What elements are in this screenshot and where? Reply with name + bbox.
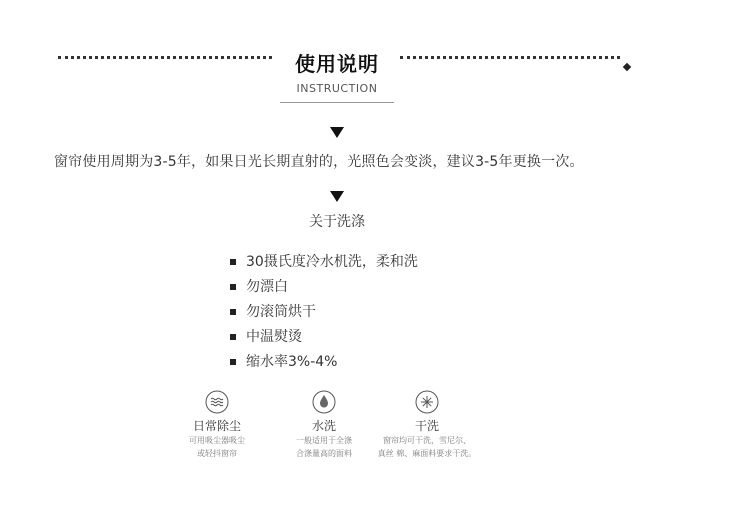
bullet-square-icon <box>230 284 236 290</box>
list-item <box>230 299 418 324</box>
care-description: 真丝 棉、麻面料要求干洗。 <box>377 449 477 458</box>
list-item-text: 缩水率3%-4% <box>246 353 338 370</box>
page-subtitle: INSTRUCTION <box>296 82 378 95</box>
washing-list <box>230 249 418 374</box>
bullet-square-icon <box>230 259 236 265</box>
list-item <box>230 249 418 274</box>
dust-removal-icon <box>205 390 229 414</box>
subtitle-underline <box>280 102 394 103</box>
list-item-text: 勿漂白 <box>246 278 288 295</box>
care-description: 或轻抖窗帘 <box>197 449 237 458</box>
care-dry-clean <box>362 390 492 460</box>
bullet-square-icon <box>230 334 236 340</box>
triangle-down-icon <box>330 191 344 202</box>
care-description: 合涤量高的面料 <box>296 449 352 458</box>
dotted-divider-right <box>400 56 620 59</box>
care-title: 干洗 <box>414 419 439 433</box>
washing-heading: 关于洗涤 <box>309 214 365 230</box>
care-title: 水洗 <box>311 419 336 433</box>
usage-notice: 窗帘使用周期为3-5年，如果日光长期直射的，光照色会变淡，建议3-5年更换一次。 <box>54 154 584 170</box>
list-item <box>230 324 418 349</box>
bullet-square-icon <box>230 359 236 365</box>
list-item-text: 勿滚筒烘干 <box>246 303 316 320</box>
bullet-square-icon <box>230 309 236 315</box>
list-item-text: 中温熨烫 <box>246 328 302 345</box>
water-drop-icon <box>312 390 336 414</box>
care-description: 窗帘均可干洗，雪尼尔、 <box>383 436 471 445</box>
care-title: 日常除尘 <box>192 419 241 433</box>
list-item <box>230 349 418 374</box>
list-item <box>230 274 418 299</box>
triangle-down-icon <box>330 127 344 138</box>
care-description: 可用吸尘器吸尘 <box>189 436 245 445</box>
care-description: 一般适用于全涤 <box>296 436 352 445</box>
dry-clean-icon <box>415 390 439 414</box>
page-title: 使用说明 <box>295 52 379 76</box>
list-item-text: 30摄氏度冷水机洗，柔和洗 <box>246 253 418 270</box>
